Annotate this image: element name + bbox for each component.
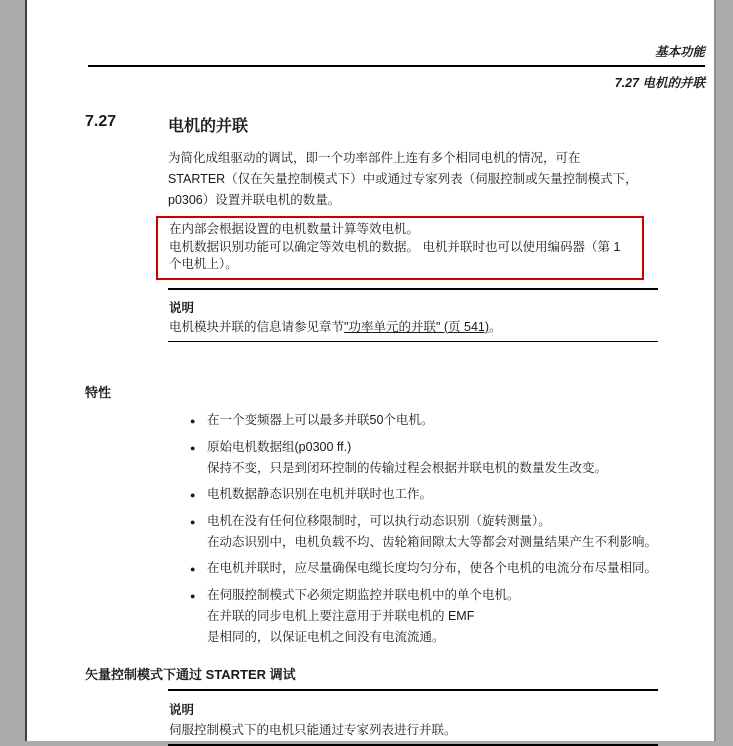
paragraph-line: STARTER（仅在矢量控制模式下）中或通过专家列表（伺服控制或矢量控制模式下， [168,172,638,186]
note-bottom-rule [168,744,658,746]
list-item [190,437,689,479]
note-bottom-rule [168,341,658,343]
list-item-text [207,484,432,506]
running-header-chapter: 基本功能 [88,42,705,67]
note-box [168,689,658,746]
feature-list [190,410,689,648]
section-number: 7.27 [85,113,117,130]
section-title: 电机的并联 [168,118,249,135]
change-highlight-box [156,216,644,280]
note-top-rule [168,288,658,290]
note-text [169,318,658,336]
paragraph-line: 在动态识别中，电机负载不均、齿轮箱间隙太大等都会对测量结果产生不利影响。 [207,535,658,549]
paragraph-line: 个电机上）。 [169,257,238,271]
bullet-icon: ● [190,591,196,601]
paragraph-line: 电机数据静态识别在电机并联时也工作。 [207,487,433,501]
list-item [190,511,689,553]
list-item-text [207,437,607,479]
list-item-text [207,410,433,432]
paragraph-line: 在电机并联时，应尽量确保电缆长度均匀分布，使各个电机的电流分布尽量相同。 [207,561,658,575]
running-header [88,42,705,91]
note-top-rule [168,689,658,691]
features-heading: 特性 [85,385,112,400]
note-label: 说明 [169,300,195,315]
list-item [190,558,689,580]
bullet-icon: ● [190,416,196,426]
paragraph-line: 是相同的，以保证电机之间没有电流流通。 [207,630,445,644]
subsection-heading: 矢量控制模式下通过 STARTER 调试 [85,667,296,682]
paragraph-line: p0306）设置并联电机的数量。 [168,193,341,207]
list-item [190,484,689,506]
note-text-prefix: 电机模块并联的信息请参见章节 [169,319,345,334]
cross-reference-link[interactable]: "功率单元的并联" (页 541) [344,319,490,334]
bullet-icon: ● [190,517,196,527]
paragraph-line: 在伺服控制模式下必须定期监控并联电机中的单个电机。 [207,588,520,602]
list-item-text [207,558,657,580]
list-item [190,585,689,648]
paragraph-line: 原始电机数据组(p0300 ff.) [207,440,352,454]
paragraph-line: 在内部会根据设置的电机数量计算等效电机。 [169,222,420,236]
bullet-icon: ● [190,490,196,500]
running-header-section: 7.27 电机的并联 [614,76,705,90]
bullet-icon: ● [190,564,196,574]
note-text-suffix: 。 [489,319,502,334]
list-item-text [207,585,520,648]
paragraph-line: 为简化成组驱动的调试，即一个功率部件上连有多个相同电机的情况，可在 [168,151,581,165]
list-item-text [207,511,657,553]
paragraph-line: 电机在没有任何位移限制时，可以执行动态识别（旋转测量）。 [207,514,551,528]
list-item [190,410,689,432]
document-page [25,0,716,741]
paragraph-line: 保持不变，只是到闭环控制的传输过程会根据并联电机的数量发生改变。 [207,461,608,475]
note-box [168,288,658,343]
section-title-row [85,113,714,136]
paragraph-line: 电机数据识别功能可以确定等效电机的数据。 电机并联时也可以使用编码器（第 1 [169,239,621,254]
bullet-icon: ● [190,443,196,453]
note-label: 说明 [169,703,195,717]
paragraph-line: 在一个变频器上可以最多并联50个电机。 [207,413,434,427]
note-text: 伺服控制模式下的电机只能通过专家列表进行并联。 [169,723,457,737]
paragraph-line: 在并联的同步电机上要注意用于并联电机的 EMF [207,609,475,623]
intro-paragraph [168,148,684,211]
